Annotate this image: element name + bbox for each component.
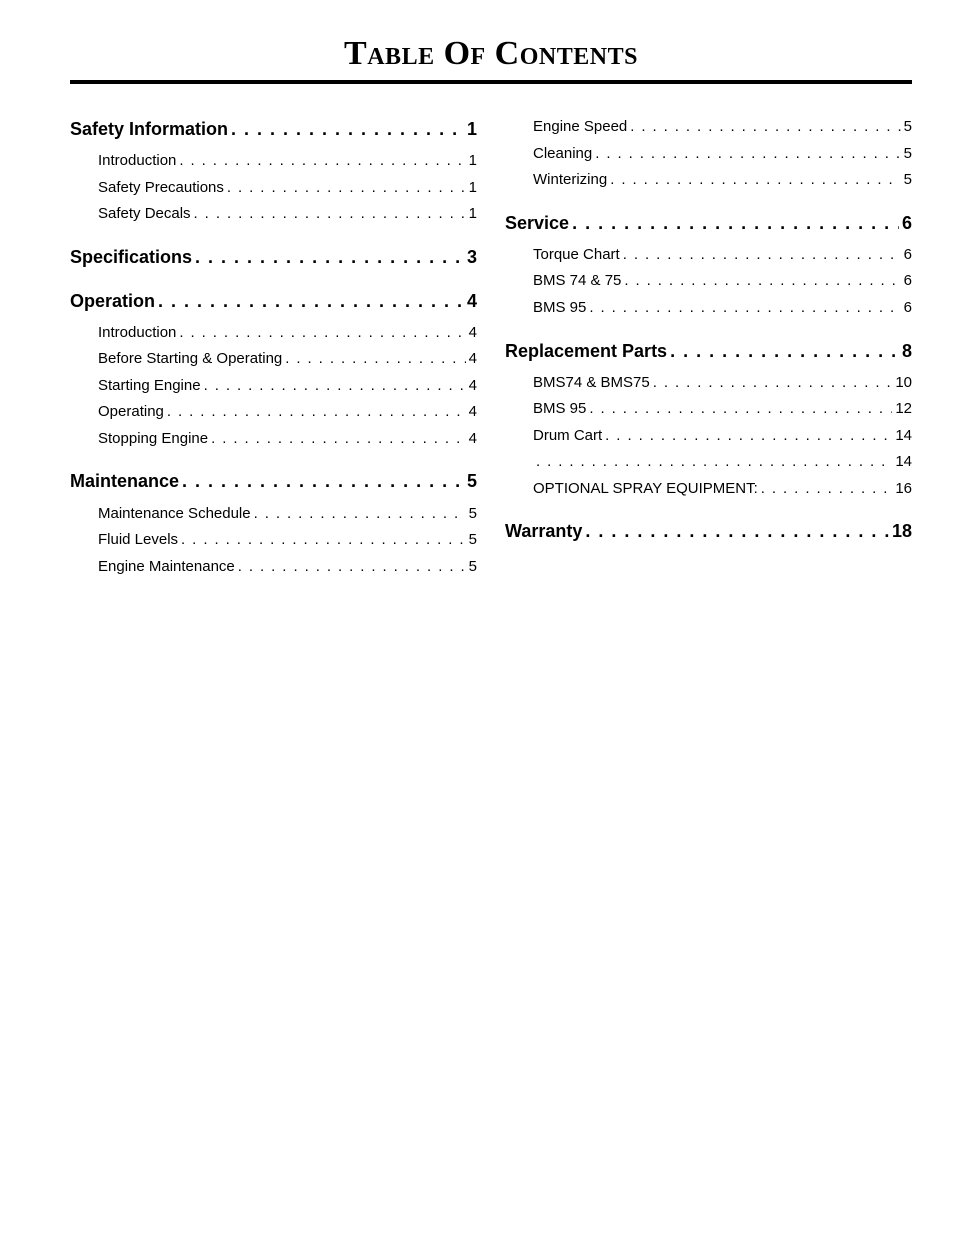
toc-entry-starting-engine[interactable] (98, 376, 477, 396)
toc-entry-safety-decals[interactable] (98, 204, 477, 224)
toc-entry-safety-precautions[interactable] (98, 178, 477, 198)
toc-entry-safety-information[interactable] (70, 117, 477, 141)
toc-entry-label: Winterizing (533, 171, 608, 188)
toc-page-number: 18 (891, 521, 912, 541)
toc-page-number: 14 (895, 453, 912, 470)
toc-entry-label: Safety Precautions (98, 179, 224, 196)
toc-page-number: 8 (901, 341, 912, 361)
toc-leader-dots (630, 117, 900, 137)
toc-entry-label: Operation (70, 291, 156, 311)
toc-page-number: 5 (466, 471, 477, 491)
toc-entry-label: Fluid Levels (98, 531, 179, 548)
toc-entry-label: Before Starting & Operating (98, 350, 283, 367)
toc-entry-label: OPTIONAL SPRAY EQUIPMENT: (533, 480, 758, 497)
toc-entry-label: Starting Engine (98, 377, 201, 394)
toc-page-number: 4 (468, 350, 477, 367)
toc-page-number: 5 (903, 171, 912, 188)
toc-page-number: 1 (468, 179, 477, 196)
toc-entry-label: BMS 95 (533, 299, 587, 316)
toc-entry-bms-95[interactable] (533, 298, 912, 318)
toc-page-number: 4 (468, 430, 477, 447)
toc-leader-dots (182, 469, 464, 493)
toc-leader-dots (589, 399, 892, 419)
toc-page-number: 6 (903, 299, 912, 316)
toc-entry-label: Cleaning (533, 145, 593, 162)
toc-page-number: 14 (895, 427, 912, 444)
toc-leader-dots (670, 339, 899, 363)
toc-leader-dots (595, 144, 900, 164)
toc-page-number: 12 (895, 400, 912, 417)
toc-entry-label: Maintenance Schedule (98, 505, 251, 522)
toc-entry-bms-74-75[interactable] (533, 271, 912, 291)
toc-page-number: 1 (468, 205, 477, 222)
page-title: Table Of Contents (344, 35, 638, 72)
toc-page-number: 1 (468, 152, 477, 169)
toc-leader-dots (211, 429, 466, 449)
toc-page-number: 5 (468, 558, 477, 575)
toc-leader-dots (181, 530, 466, 550)
toc-entry-torque-chart[interactable] (533, 245, 912, 265)
toc-page-number: 4 (466, 291, 477, 311)
toc-page-number: 4 (468, 324, 477, 341)
toc-page-number: 5 (468, 531, 477, 548)
toc-leader-dots (624, 271, 900, 291)
toc-leader-dots (585, 519, 889, 543)
toc-entry-optional-spray-equipment[interactable] (533, 479, 912, 499)
toc-entry-label: Replacement Parts (505, 341, 668, 361)
toc-entry-before-starting-operating[interactable] (98, 349, 477, 369)
toc-entry-untitled[interactable] (533, 452, 912, 472)
toc-entry-winterizing[interactable] (533, 170, 912, 190)
toc-entry-label: Introduction (98, 324, 177, 341)
toc-entry-label: Engine Speed (533, 118, 628, 135)
toc-leader-dots (194, 204, 466, 224)
toc-entry-engine-maintenance[interactable] (98, 557, 477, 577)
toc-entry-label: Engine Maintenance (98, 558, 235, 575)
toc-entry-introduction[interactable] (98, 323, 477, 343)
toc-entry-stopping-engine[interactable] (98, 429, 477, 449)
toc-entry-operation[interactable] (70, 289, 477, 313)
toc-leader-dots (158, 289, 464, 313)
toc-entry-service[interactable] (505, 211, 912, 235)
toc-leader-dots (254, 504, 466, 524)
toc-leader-dots (231, 117, 464, 141)
toc-entry-label: Operating (98, 403, 164, 420)
toc-leader-dots (536, 452, 892, 472)
toc-entry-operating[interactable] (98, 402, 477, 422)
toc-entry-introduction[interactable] (98, 151, 477, 171)
toc-entry-label: Maintenance (70, 471, 180, 491)
toc-entry-label: BMS 74 & 75 (533, 272, 622, 289)
toc-entry-warranty[interactable] (505, 519, 912, 543)
toc-entry-label: Specifications (70, 247, 193, 267)
toc-leader-dots (238, 557, 466, 577)
toc-entry-label: Torque Chart (533, 246, 620, 263)
toc-page-number: 1 (466, 119, 477, 139)
title-rule (70, 80, 912, 84)
toc-page-number: 10 (895, 374, 912, 391)
toc-page-number: 5 (468, 505, 477, 522)
toc-entry-maintenance-schedule[interactable] (98, 504, 477, 524)
toc-leader-dots (227, 178, 466, 198)
toc-leader-dots (623, 245, 901, 265)
toc-entry-label: Drum Cart (533, 427, 603, 444)
toc-page-number: 6 (903, 272, 912, 289)
toc-page-number: 4 (468, 403, 477, 420)
toc-entry-drum-cart[interactable] (533, 426, 912, 446)
toc-leader-dots (653, 373, 893, 393)
toc-leader-dots (572, 211, 899, 235)
toc-page-number: 5 (903, 118, 912, 135)
toc-entry-label: Safety Decals (98, 205, 191, 222)
toc-entry-bms-95-parts[interactable] (533, 399, 912, 419)
toc-entry-label: BMS74 & BMS75 (533, 374, 650, 391)
toc-leader-dots (204, 376, 466, 396)
toc-entry-label: Stopping Engine (98, 430, 209, 447)
toc-page-number: 3 (466, 247, 477, 267)
toc-entry-label: Warranty (505, 521, 583, 541)
toc-leader-dots (179, 151, 465, 171)
toc-leader-dots (195, 245, 464, 269)
toc-entry-label: Service (505, 213, 570, 233)
toc-entry-cleaning[interactable] (533, 144, 912, 164)
toc-entry-maintenance[interactable] (70, 469, 477, 493)
toc-page-number: 16 (895, 480, 912, 497)
toc-page-number: 6 (901, 213, 912, 233)
toc-leader-dots (761, 479, 893, 499)
toc-entry-label: BMS 95 (533, 400, 587, 417)
toc-entry-label: Introduction (98, 152, 177, 169)
toc-leader-dots (610, 170, 900, 190)
toc-leader-dots (589, 298, 900, 318)
toc-entry-engine-speed[interactable] (533, 117, 912, 137)
toc-entry-label: Safety Information (70, 119, 229, 139)
toc-leader-dots (167, 402, 466, 422)
toc-page-number: 5 (903, 145, 912, 162)
toc-page-number: 4 (468, 377, 477, 394)
toc-entry-fluid-levels[interactable] (98, 530, 477, 550)
toc-entry-specifications[interactable] (70, 245, 477, 269)
toc-entry-bms74-bms75[interactable] (533, 373, 912, 393)
toc-page-number: 6 (903, 246, 912, 263)
toc-leader-dots (179, 323, 465, 343)
toc-leader-dots (605, 426, 892, 446)
toc-entry-replacement-parts[interactable] (505, 339, 912, 363)
toc-leader-dots (285, 349, 465, 369)
